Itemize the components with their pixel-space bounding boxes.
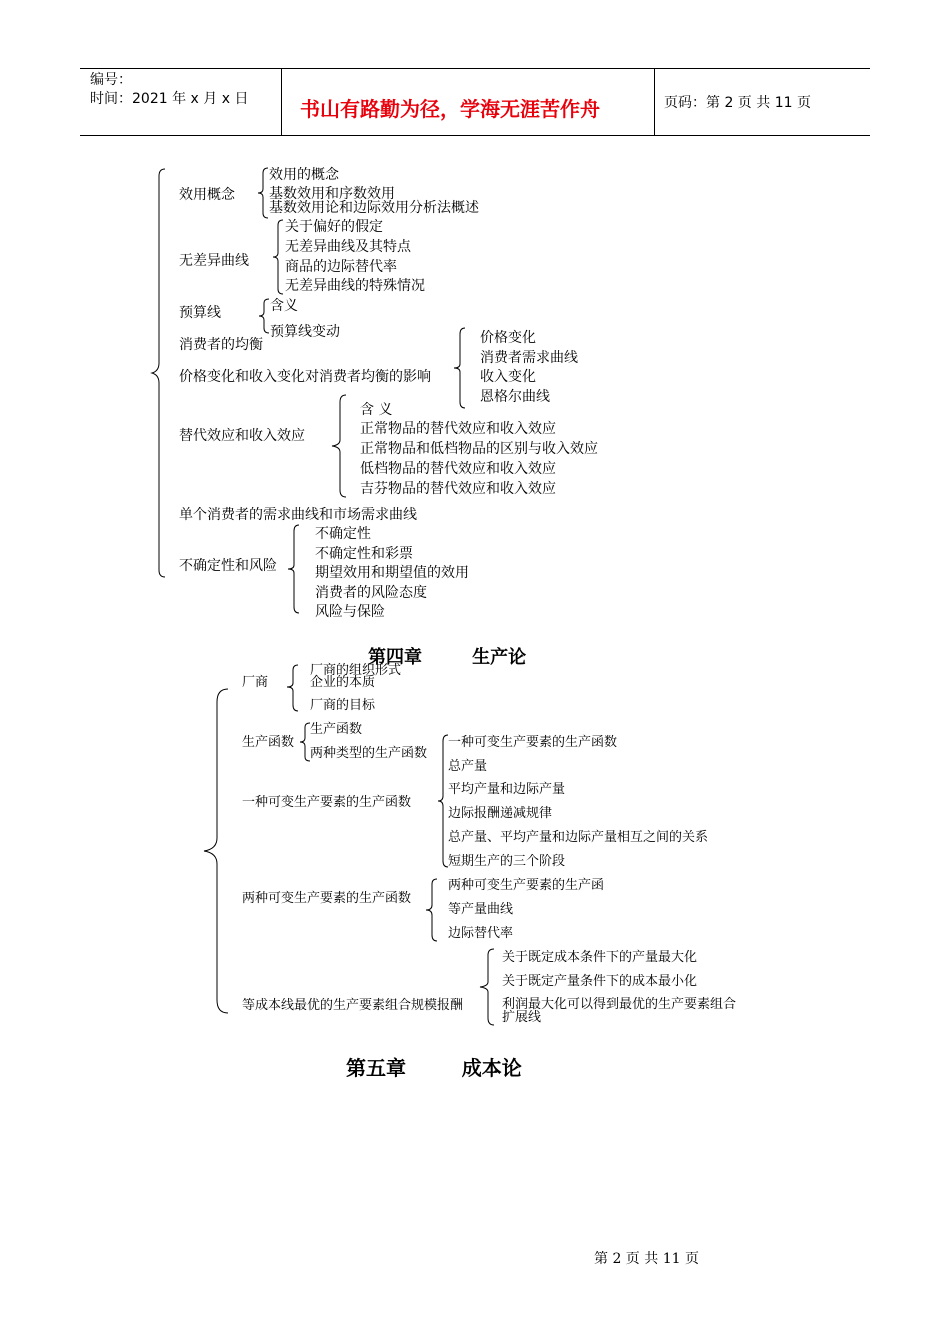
list-item: 厂商的目标 — [310, 698, 376, 713]
topic-risk: 不确定性和风险 — [179, 558, 277, 574]
topic-one-variable-input: 一种可变生产要素的生产函数 — [242, 795, 412, 810]
list-item: 平均产量和边际产量 — [448, 782, 566, 797]
list-item: 基数效用论和边际效用分析法概述 — [269, 200, 479, 216]
brace-risk — [286, 524, 302, 614]
document-code: 编号： — [90, 72, 132, 88]
main-brace — [150, 168, 170, 578]
list-item: 生产函数 — [310, 722, 363, 737]
brace-budget — [257, 298, 271, 334]
chapter5-title: 第五章 成本论 — [346, 1056, 522, 1080]
list-item: 含 义 — [360, 402, 393, 418]
brace-one-variable-input — [436, 734, 450, 868]
page-footer: 第 2 页 共 11 页 — [594, 1251, 699, 1267]
list-item: 无差异曲线的特殊情况 — [285, 278, 425, 294]
page-number-header: 页码：第 2 页 共 11 页 — [664, 95, 811, 111]
list-item: 收入变化 — [480, 369, 536, 385]
list-item: 不确定性和彩票 — [315, 546, 413, 562]
list-item: 企业的本质 — [310, 675, 376, 690]
list-item: 关于既定产量条件下的成本最小化 — [502, 974, 698, 989]
list-item: 正常物品和低档物品的区别与收入效应 — [360, 441, 598, 457]
brace-firm — [285, 664, 301, 712]
list-item: 基数效用和序数效用 — [269, 186, 395, 202]
list-item: 低档物品的替代效应和收入效应 — [360, 461, 556, 477]
topic-production-function: 生产函数 — [242, 735, 295, 750]
topic-two-variable-inputs: 两种可变生产要素的生产函数 — [242, 891, 412, 906]
list-item: 两种类型的生产函数 — [310, 746, 428, 761]
list-item: 厂商的组织形式 — [310, 663, 402, 678]
brace-two-variable-inputs — [424, 878, 440, 942]
topic-isocost: 等成本线最优的生产要素组合规模报酬 — [242, 998, 464, 1013]
list-item: 边际替代率 — [448, 926, 514, 941]
list-item: 含义 — [270, 298, 298, 314]
topic-price-income: 价格变化和收入变化对消费者均衡的影响 — [179, 369, 431, 385]
list-item: 风险与保险 — [315, 604, 385, 620]
list-item: 关于偏好的假定 — [285, 219, 383, 235]
topic-effect: 效用概念 — [179, 187, 235, 203]
topic-budget: 预算线 — [179, 305, 221, 321]
list-item: 期望效用和期望值的效用 — [315, 565, 469, 581]
chapter4-title: 第四章 生产论 — [368, 647, 527, 668]
list-item: 消费者的风险态度 — [315, 585, 427, 601]
motto: 书山有路勤为径，学海无涯苦作舟 — [300, 97, 600, 121]
list-item: 两种可变生产要素的生产函 — [448, 878, 605, 893]
main-brace-ch4 — [202, 688, 232, 1014]
topic-market-demand: 单个消费者的需求曲线和市场需求曲线 — [179, 507, 417, 523]
list-item: 不确定性 — [315, 526, 371, 542]
brace-price-income — [452, 327, 468, 409]
list-item: 总产量 — [448, 759, 488, 774]
list-item: 短期生产的三个阶段 — [448, 854, 566, 869]
list-item: 消费者需求曲线 — [480, 350, 578, 366]
list-item: 边际报酬递减规律 — [448, 806, 553, 821]
list-item: 恩格尔曲线 — [480, 389, 550, 405]
list-item: 利润最大化可以得到最优的生产要素组合 — [502, 997, 737, 1012]
list-item: 商品的边际替代率 — [285, 259, 397, 275]
topic-indifference: 无差异曲线 — [179, 253, 249, 269]
list-item: 关于既定成本条件下的产量最大化 — [502, 950, 698, 965]
list-item: 扩展线 — [502, 1010, 542, 1025]
list-item: 总产量、平均产量和边际产量相互之间的关系 — [448, 830, 709, 845]
list-item: 一种可变生产要素的生产函数 — [448, 735, 618, 750]
list-item: 等产量曲线 — [448, 902, 514, 917]
list-item: 预算线变动 — [270, 324, 340, 340]
list-item: 价格变化 — [480, 330, 536, 346]
topic-equilibrium: 消费者的均衡 — [179, 337, 263, 353]
list-item: 正常物品的替代效应和收入效应 — [360, 421, 556, 437]
list-item: 效用的概念 — [269, 167, 339, 183]
document-time: 时间：2021 年 x 月 x 日 — [90, 91, 249, 107]
list-item: 无差异曲线及其特点 — [285, 239, 411, 255]
brace-substitution — [330, 394, 350, 498]
list-item: 吉芬物品的替代效应和收入效应 — [360, 481, 556, 497]
brace-isocost — [478, 948, 498, 1026]
topic-substitution: 替代效应和收入效应 — [179, 428, 305, 444]
topic-firm: 厂商 — [242, 675, 269, 690]
brace-effect — [256, 167, 270, 219]
brace-indifference — [271, 219, 285, 295]
